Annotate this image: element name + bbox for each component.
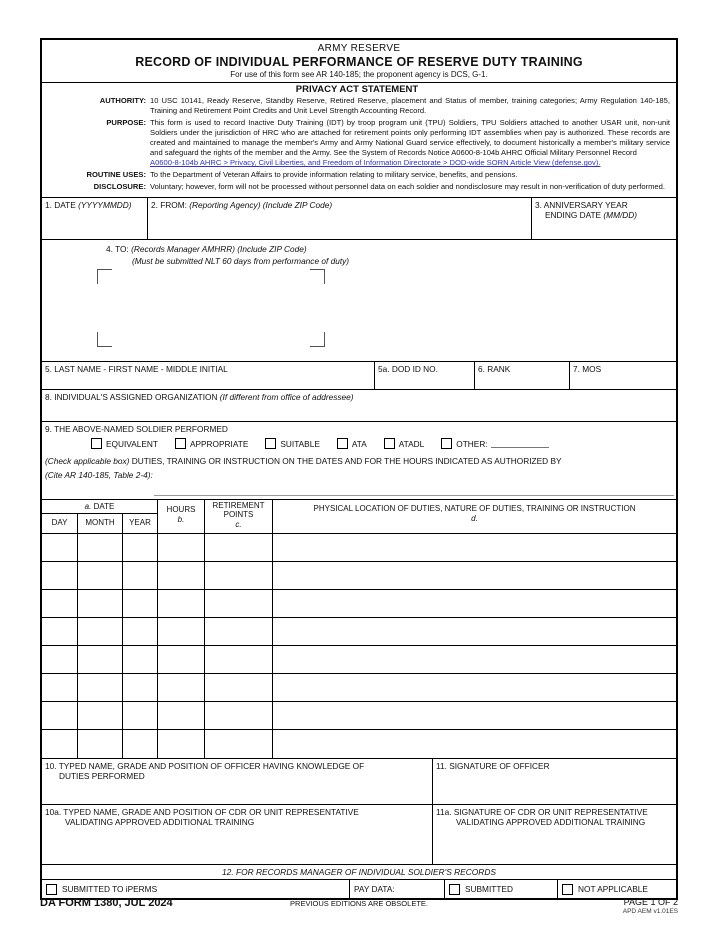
form-title: RECORD OF INDIVIDUAL PERFORMANCE OF RESERVE DUTY TRAINING	[135, 55, 583, 69]
organization-hint: (If different from office of addressee)	[219, 392, 354, 403]
officer-name-label-line2: DUTIES PERFORMED	[59, 771, 145, 782]
row-officer-signature	[42, 759, 676, 805]
atadl-label: ATADL	[398, 438, 425, 449]
month-cell[interactable]	[78, 730, 123, 758]
pay-data-label-cell	[350, 880, 445, 898]
officer-signature-label: 11. SIGNATURE OF OFFICER	[436, 761, 550, 772]
disclosure-label: DISCLOSURE:	[93, 182, 146, 192]
retirement-points-cell[interactable]	[205, 646, 273, 673]
privacy-act-statement	[42, 83, 676, 198]
row-name-dodid-rank-mos	[42, 362, 676, 390]
pay-not-applicable-checkbox[interactable]	[562, 884, 573, 895]
last-name-field[interactable]	[42, 362, 375, 389]
physical-letter: d.	[471, 514, 478, 524]
duty-table-body	[42, 534, 676, 758]
other-label: OTHER:	[456, 438, 488, 449]
organization-label: 8. INDIVIDUAL'S ASSIGNED ORGANIZATION	[45, 392, 218, 403]
appropriate-checkbox[interactable]	[175, 438, 186, 449]
da-form-1380	[40, 38, 678, 900]
retirement-letter: c.	[235, 519, 242, 529]
day-cell[interactable]	[42, 730, 78, 758]
routine-uses-label: ROUTINE USES:	[86, 170, 146, 180]
pay-submitted-checkbox[interactable]	[449, 884, 460, 895]
table-row	[42, 618, 676, 646]
hours-cell[interactable]	[158, 618, 205, 645]
physical-location-cell[interactable]	[273, 674, 676, 701]
table-row	[42, 730, 676, 758]
disclosure-text: Voluntary; however, form will not be processed without personnel data on each soldier and nondisclosure may result in non-verification of duty performed.	[150, 182, 665, 192]
corner-mark-top-left-icon	[97, 269, 112, 284]
iperms-option[interactable]	[42, 880, 350, 898]
hours-cell[interactable]	[158, 730, 205, 758]
table-row	[42, 562, 676, 590]
date-group-label: DATE	[93, 502, 115, 512]
corner-mark-bottom-right-icon	[310, 332, 325, 347]
row-to-address	[42, 240, 676, 362]
last-name-label: 5. LAST NAME - FIRST NAME - MIDDLE INITIAL	[45, 364, 228, 375]
mos-label: 7. MOS	[573, 364, 602, 375]
retirement-points-cell[interactable]	[205, 702, 273, 729]
anniversary-label-line1: 3. ANNIVERSARY YEAR	[535, 200, 628, 211]
address-window[interactable]	[97, 269, 325, 347]
pay-submitted-label: SUBMITTED	[465, 884, 513, 895]
retirement-points-cell[interactable]	[205, 534, 273, 561]
duty-table-header	[42, 500, 676, 534]
option-equivalent[interactable]	[91, 438, 158, 449]
to-hint: (Records Manager AMHRR) (Include ZIP Code)	[131, 244, 307, 255]
footer-right	[428, 897, 678, 915]
other-checkbox[interactable]	[441, 438, 452, 449]
month-cell[interactable]	[78, 534, 123, 561]
anniversary-label-line2	[535, 210, 673, 220]
sorn-article-link[interactable]: A0600-8-104b AHRC > Privacy, Civil Liberties, and Freedom of Information Directorate > DOD-wide SORN Article View (defense.gov).	[150, 158, 601, 168]
pay-data-label: PAY DATA:	[354, 884, 395, 895]
officer-signature-field[interactable]	[433, 759, 676, 804]
from-label: 2. FROM:	[151, 200, 187, 211]
option-other[interactable]	[441, 438, 548, 449]
branch-title: ARMY RESERVE	[317, 43, 401, 54]
hours-cell[interactable]	[158, 590, 205, 617]
physical-location-cell[interactable]	[273, 562, 676, 589]
date-group-letter: a.	[84, 502, 92, 512]
pay-not-applicable-label: NOT APPLICABLE	[578, 884, 648, 895]
privacy-heading: PRIVACY ACT STATEMENT	[295, 84, 419, 95]
physical-location-cell[interactable]	[273, 590, 676, 617]
suitable-checkbox[interactable]	[265, 438, 276, 449]
form-number: DA FORM 1380, JUL 2024	[40, 897, 173, 909]
hours-column-header	[158, 500, 205, 533]
retirement-points-cell[interactable]	[205, 674, 273, 701]
equivalent-checkbox[interactable]	[91, 438, 102, 449]
check-box-note: (Check applicable box)	[45, 456, 130, 467]
cdr-name-label-line2: VALIDATING APPROVED ADDITIONAL TRAINING	[65, 817, 255, 828]
month-cell[interactable]	[78, 562, 123, 589]
authority-text: 10 USC 10141, Ready Reserve, Standby Reserve, Retired Reserve, placement and Status of member, training categories; Army Regulation 140-185, Training and Retirement Point Credits and Unit Level Strength Accounting Record.	[150, 96, 670, 116]
month-cell[interactable]	[78, 674, 123, 701]
physical-location-cell[interactable]	[273, 730, 676, 758]
year-cell[interactable]	[123, 618, 158, 645]
physical-location-cell[interactable]	[273, 702, 676, 729]
ata-label: ATA	[351, 438, 367, 449]
cdr-name-label-line1: 10a. TYPED NAME, GRADE AND POSITION OF CDR OR UNIT REPRESENTATIVE	[45, 807, 359, 818]
duty-table	[42, 500, 676, 759]
year-cell[interactable]	[123, 590, 158, 617]
anniversary-field[interactable]	[532, 198, 676, 239]
hours-cell[interactable]	[158, 702, 205, 729]
cdr-signature-label-line1: 11a. SIGNATURE OF CDR OR UNIT REPRESENTATIVE	[436, 807, 648, 818]
from-hint: (Reporting Agency) (Include ZIP Code)	[189, 200, 333, 211]
to-label: 4. TO:	[106, 244, 129, 255]
year-column-header: YEAR	[129, 518, 151, 528]
physical-location-column-header	[273, 500, 676, 533]
to-label-line	[42, 240, 676, 254]
day-cell[interactable]	[42, 702, 78, 729]
option-ata[interactable]	[337, 438, 367, 449]
physical-location-cell[interactable]	[273, 646, 676, 673]
pay-not-applicable-option[interactable]	[558, 880, 676, 898]
apd-version: APD AEM v1.01ES	[622, 908, 679, 915]
day-column-header: DAY	[42, 514, 78, 533]
pay-submitted-option[interactable]	[445, 880, 558, 898]
authorized-by-fill-line[interactable]	[154, 495, 674, 496]
hours-letter: b.	[177, 514, 185, 524]
day-cell[interactable]	[42, 674, 78, 701]
officer-typed-name-field[interactable]	[42, 759, 433, 804]
day-cell[interactable]	[42, 562, 78, 589]
rank-label: 6. RANK	[478, 364, 511, 375]
privacy-authority	[44, 96, 670, 116]
purpose-body: This form is used to record Inactive Duty Training (IDT) by troop program unit (TPU) Soldiers, TPU Soldiers attached to another USAR unit, non-unit Soldiers under the jurisdiction of HRC who are attached for retirement points only performing IDT assemblies when pay is authorized. These records are created and maintained to manage the member's Army and Army National Guard service effectively, to document historically a member's military service and safeguard the rights of the member and the Army. See the System of Records Notice A0600-8-104b AHRC Official Military Personnel Record	[150, 118, 670, 158]
hours-cell[interactable]	[158, 534, 205, 561]
corner-mark-bottom-left-icon	[97, 332, 112, 347]
table-row	[42, 674, 676, 702]
dod-id-field[interactable]	[375, 362, 475, 389]
page-indicator: PAGE 1 OF 2	[623, 897, 679, 907]
date-field[interactable]	[42, 198, 148, 239]
date-subheaders	[42, 514, 157, 533]
option-suitable[interactable]	[265, 438, 320, 449]
cdr-signature-label-line2: VALIDATING APPROVED ADDITIONAL TRAINING	[456, 817, 646, 828]
option-atadl[interactable]	[384, 438, 425, 449]
records-manager-row	[42, 880, 676, 898]
date-label: 1. DATE	[45, 200, 76, 211]
row-cdr-signature	[42, 805, 676, 865]
year-cell[interactable]	[123, 730, 158, 758]
performed-section	[42, 422, 676, 500]
atadl-checkbox[interactable]	[384, 438, 395, 449]
form-header	[42, 40, 676, 83]
purpose-label: PURPOSE:	[106, 118, 146, 128]
month-cell[interactable]	[78, 646, 123, 673]
privacy-routine-uses	[44, 170, 670, 180]
equivalent-label: EQUIVALENT	[106, 438, 158, 449]
anniversary-format-hint: (MM/DD)	[603, 210, 638, 221]
retirement-label: RETIREMENT POINTS	[212, 501, 265, 520]
cdr-typed-name-field[interactable]	[42, 805, 433, 864]
iperms-checkbox[interactable]	[46, 884, 57, 895]
rank-field[interactable]	[475, 362, 570, 389]
table-row	[42, 590, 676, 618]
month-cell[interactable]	[78, 590, 123, 617]
cite-note: (Cite AR 140-185, Table 2-4):	[45, 470, 153, 481]
date-group-header	[42, 500, 157, 514]
retirement-points-cell[interactable]	[205, 590, 273, 617]
obsolete-note: PREVIOUS EDITIONS ARE OBSOLETE.	[290, 899, 428, 908]
performed-options-row	[91, 438, 673, 449]
officer-name-label-line1: 10. TYPED NAME, GRADE AND POSITION OF OFFICER HAVING KNOWLEDGE OF	[45, 761, 365, 772]
day-cell[interactable]	[42, 618, 78, 645]
dod-id-label: 5a. DOD ID NO.	[378, 364, 438, 375]
table-row	[42, 646, 676, 674]
hours-cell[interactable]	[158, 674, 205, 701]
form-subtitle: For use of this form see AR 140-185; the proponent agency is DCS, G-1.	[230, 70, 488, 79]
year-cell[interactable]	[123, 674, 158, 701]
retirement-points-cell[interactable]	[205, 730, 273, 758]
year-cell[interactable]	[123, 534, 158, 561]
performed-label: 9. THE ABOVE-NAMED SOLDIER PERFORMED	[45, 424, 228, 435]
iperms-label: SUBMITTED TO iPERMS	[62, 884, 158, 895]
privacy-purpose	[44, 118, 670, 168]
corner-mark-top-right-icon	[310, 269, 325, 284]
assigned-organization-field[interactable]	[42, 390, 676, 422]
retirement-points-cell[interactable]	[205, 562, 273, 589]
physical-location-cell[interactable]	[273, 534, 676, 561]
year-cell[interactable]	[123, 702, 158, 729]
privacy-disclosure	[44, 182, 670, 192]
suitable-label: SUITABLE	[280, 438, 320, 449]
appropriate-label: APPROPRIATE	[189, 438, 249, 449]
month-column-header: MONTH	[78, 514, 123, 533]
anniversary-ending-date: ENDING DATE	[545, 210, 602, 221]
hours-cell[interactable]	[158, 562, 205, 589]
physical-location-cell[interactable]	[273, 618, 676, 645]
physical-label: PHYSICAL LOCATION OF DUTIES, NATURE OF DUTIES, TRAINING OR INSTRUCTION	[313, 504, 636, 514]
performed-note	[45, 456, 673, 466]
records-manager-heading: 12. FOR RECORDS MANAGER OF INDIVIDUAL SOLDIER'S RECORDS	[42, 865, 676, 880]
routine-uses-text: To the Department of Veteran Affairs to provide information relating to military service, benefits, and pensions.	[150, 170, 518, 180]
retirement-points-column-header	[205, 500, 273, 533]
mos-field[interactable]	[570, 362, 676, 389]
day-cell[interactable]	[42, 590, 78, 617]
option-appropriate[interactable]	[175, 438, 248, 449]
hours-label: HOURS	[166, 505, 196, 515]
year-cell[interactable]	[123, 562, 158, 589]
retirement-points-cell[interactable]	[205, 618, 273, 645]
table-row	[42, 534, 676, 562]
to-deadline-note: (Must be submitted NLT 60 days from performance of duty)	[132, 256, 350, 267]
from-field[interactable]	[148, 198, 532, 239]
day-cell[interactable]	[42, 534, 78, 561]
form-footer	[40, 897, 678, 915]
day-cell[interactable]	[42, 646, 78, 673]
authority-label: AUTHORITY:	[99, 96, 146, 105]
duties-note: DUTIES, TRAINING OR INSTRUCTION ON THE DATES AND FOR THE HOURS INDICATED AS AUTHORIZED BY	[131, 456, 562, 467]
cdr-signature-field[interactable]	[433, 805, 676, 864]
month-cell[interactable]	[78, 702, 123, 729]
date-column-group	[42, 500, 158, 533]
hours-cell[interactable]	[158, 646, 205, 673]
row-date-from-anniversary	[42, 198, 676, 240]
ata-checkbox[interactable]	[337, 438, 348, 449]
purpose-text	[150, 118, 670, 168]
month-cell[interactable]	[78, 618, 123, 645]
year-cell[interactable]	[123, 646, 158, 673]
date-format-hint: (YYYYMMDD)	[78, 200, 132, 211]
other-fill-line[interactable]	[491, 439, 549, 448]
table-row	[42, 702, 676, 730]
